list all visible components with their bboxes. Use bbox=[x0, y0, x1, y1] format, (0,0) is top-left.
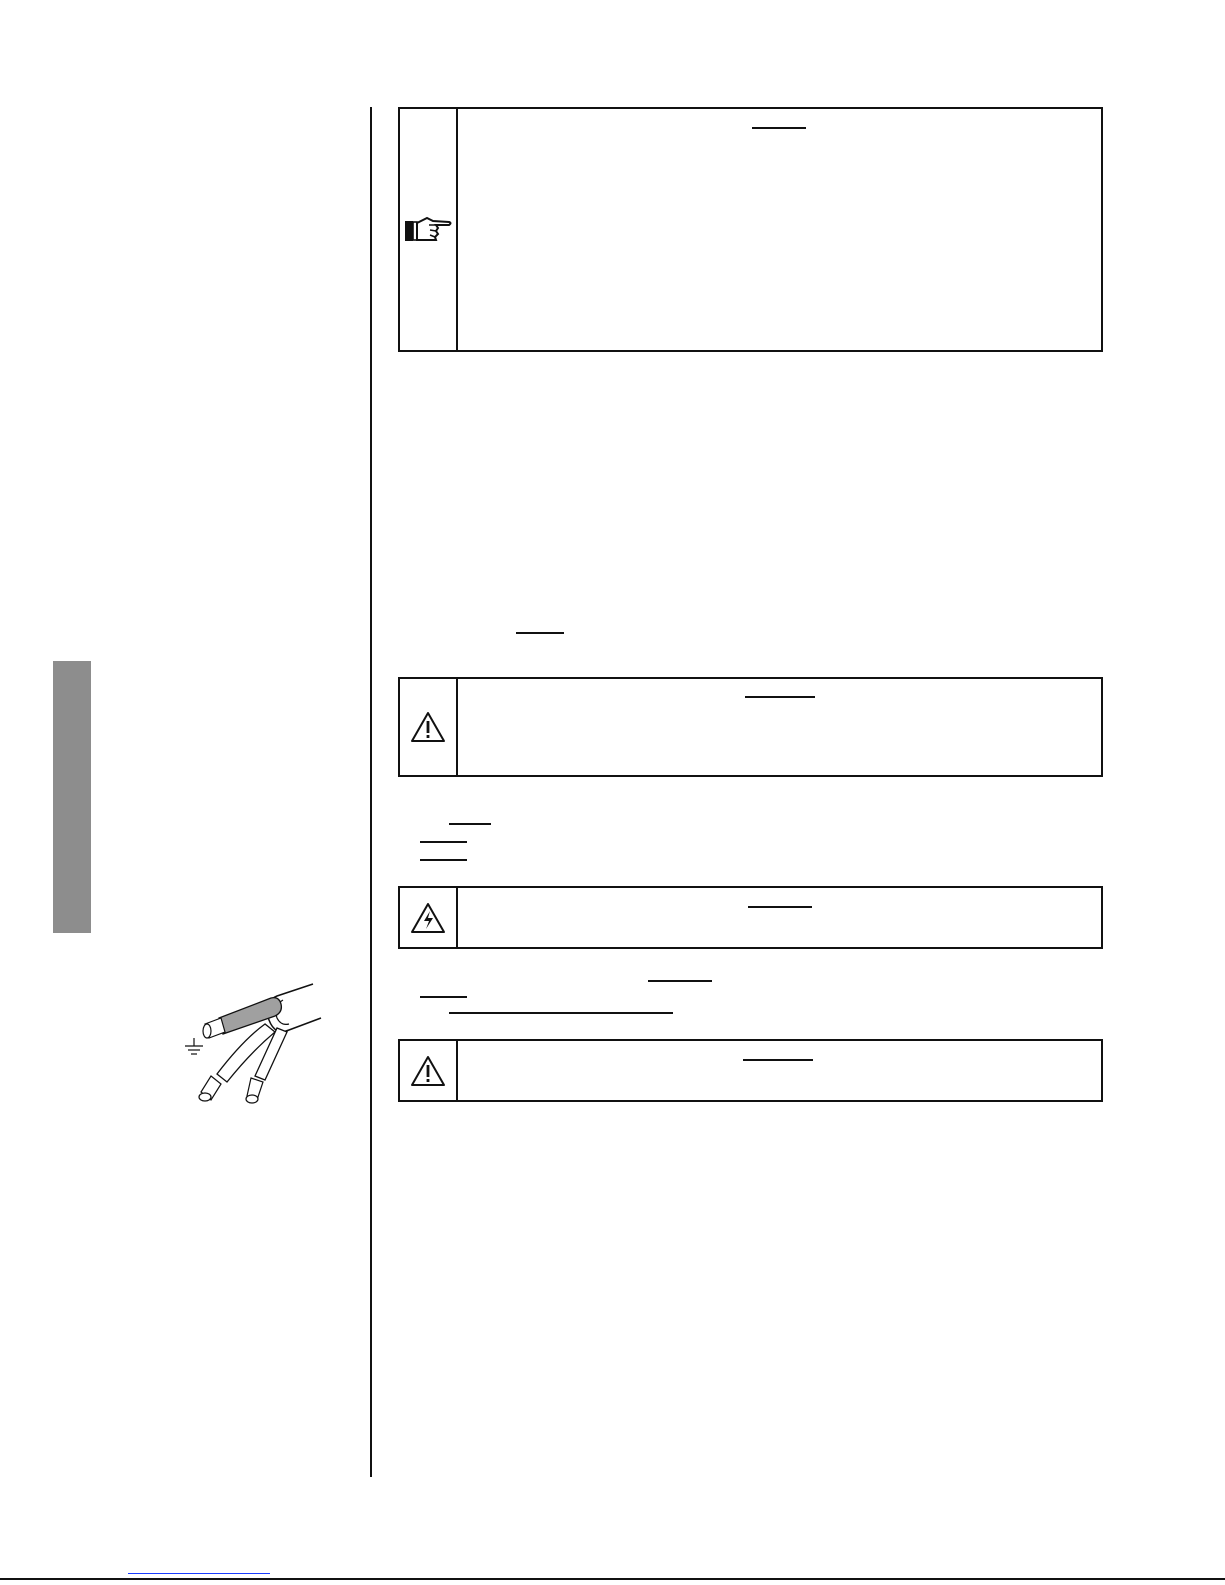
section-tab bbox=[53, 661, 91, 933]
three-core-cable-illustration bbox=[165, 980, 325, 1110]
footer-rule bbox=[0, 1578, 1225, 1580]
caution-box-2 bbox=[398, 1039, 1103, 1102]
text-underline-c bbox=[420, 859, 467, 861]
pointing-hand-icon bbox=[403, 213, 453, 247]
danger-box bbox=[398, 886, 1103, 949]
danger-title-underline bbox=[748, 906, 812, 908]
caution-icon-cell-2 bbox=[400, 1041, 458, 1100]
text-underline-d bbox=[648, 980, 712, 982]
caution-box bbox=[398, 677, 1103, 777]
note-title-underline bbox=[752, 127, 806, 129]
warning-triangle-icon bbox=[410, 711, 446, 743]
text-underline-e bbox=[420, 996, 467, 998]
reference-underline bbox=[516, 632, 564, 634]
electric-shock-icon bbox=[410, 902, 446, 934]
note-box bbox=[398, 107, 1103, 352]
note-icon-cell bbox=[400, 109, 458, 350]
caution-title-underline-2 bbox=[743, 1059, 813, 1061]
footer-link-underline[interactable] bbox=[128, 1573, 270, 1574]
column-divider bbox=[370, 107, 372, 1477]
text-underline-f bbox=[449, 1012, 673, 1014]
warning-triangle-icon bbox=[410, 1055, 446, 1087]
caution-icon-cell bbox=[400, 679, 458, 775]
ground-icon bbox=[185, 1038, 203, 1054]
text-underline-a bbox=[449, 823, 491, 825]
caution-title-underline bbox=[745, 696, 815, 698]
text-underline-b bbox=[420, 841, 467, 843]
danger-icon-cell bbox=[400, 888, 458, 947]
